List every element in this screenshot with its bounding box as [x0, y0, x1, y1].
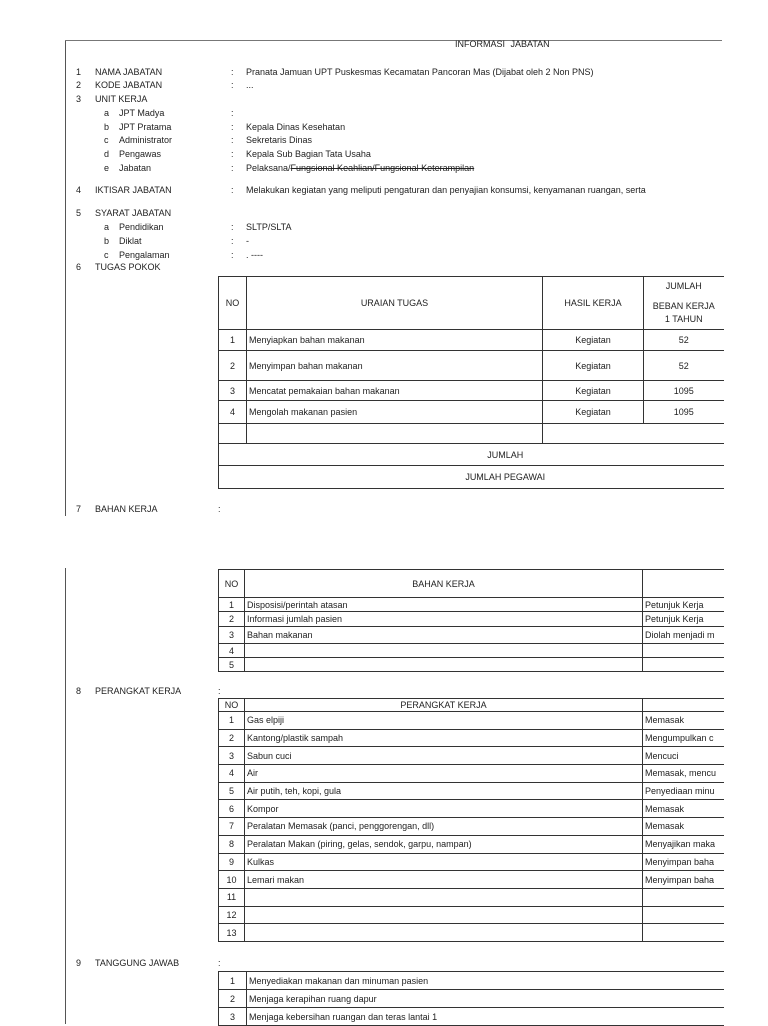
cell-guna: Diolah menjadi m [643, 627, 724, 644]
cell-bahan: Informasi jumlah pasien [245, 612, 643, 627]
sub-value: - [246, 236, 249, 246]
colon: : [231, 163, 234, 173]
table-row [219, 712, 724, 730]
header-no: NO [219, 277, 247, 330]
table-row [219, 658, 724, 672]
item-no: 8 [76, 686, 82, 696]
document-title: INFORMASI JABATAN [455, 39, 550, 49]
cell-perangkat [245, 924, 643, 942]
cell-bahan: Bahan makanan [245, 627, 643, 644]
item-label: TANGGUNG JAWAB [95, 958, 180, 968]
cell-guna [643, 924, 724, 942]
jumlah-pegawai-row [219, 466, 724, 489]
cell-no: 11 [219, 888, 245, 906]
item-label: NAMA JABATAN [95, 67, 163, 77]
item-label: KODE JABATAN [95, 80, 163, 90]
cell-guna [643, 888, 724, 906]
cell-guna: Menyimpan baha [643, 853, 724, 871]
cell-no: 6 [219, 800, 245, 818]
header-jumlah-3: 1 TAHUN [664, 314, 703, 324]
colon: : [218, 686, 221, 696]
sub-label: Pendidikan [119, 222, 164, 232]
cell-text: Menjaga kerapihan ruang dapur [247, 990, 724, 1008]
table-row [219, 906, 724, 924]
item-no: 7 [76, 504, 82, 514]
item-no: 4 [76, 185, 82, 195]
cell-empty [247, 424, 543, 444]
iktisar-value: Melakukan kegiatan yang meliputi pengaturan dan penyajian konsumsi, kenyamanan ruangan, serta [246, 185, 646, 195]
header-no: NO [219, 570, 245, 598]
cell-uraian: Mengolah makanan pasien [247, 401, 543, 424]
cell-beban: 52 [644, 351, 724, 381]
cell-empty [543, 424, 724, 444]
header-jumlah [644, 277, 724, 330]
cell-perangkat: Air putih, teh, kopi, gula [245, 782, 643, 800]
cell-no: 5 [219, 782, 245, 800]
table-row [219, 924, 724, 942]
cell-no: 9 [219, 853, 245, 871]
cell-no: 1 [219, 598, 245, 612]
table-row [219, 330, 724, 351]
cell-no: 1 [219, 330, 247, 351]
table-row [219, 747, 724, 765]
colon: : [231, 80, 234, 90]
colon: : [218, 504, 221, 514]
header-uraian: URAIAN TUGAS [247, 277, 543, 330]
cell-hasil: Kegiatan [543, 381, 644, 401]
sub-value: . ---- [246, 250, 263, 260]
sub-label: Pengawas [119, 149, 162, 159]
header-bahan: BAHAN KERJA [245, 570, 643, 598]
cell-bahan [245, 644, 643, 658]
cell-no: 5 [219, 658, 245, 672]
header-jumlah-2: BEBAN KERJA [652, 301, 715, 311]
header-jumlah-1: JUMLAH [665, 281, 702, 291]
cell-no: 2 [219, 990, 247, 1008]
sub-label: Jabatan [119, 163, 152, 173]
table-row [219, 871, 724, 889]
sub-letter: a [104, 222, 110, 232]
table-row [219, 765, 724, 783]
sub-label: JPT Pratama [119, 122, 172, 132]
cell-perangkat: Lemari makan [245, 871, 643, 889]
colon: : [231, 222, 234, 232]
table-row [219, 381, 724, 401]
kode-jabatan-value: ... [246, 80, 254, 90]
cell-perangkat [245, 888, 643, 906]
table-row [219, 644, 724, 658]
cell-hasil: Kegiatan [543, 351, 644, 381]
cell-no: 3 [219, 1008, 247, 1026]
jabatan-value-kept: Pelaksana/ [246, 163, 291, 173]
cell-no: 8 [219, 835, 245, 853]
cell-perangkat: Peralatan Memasak (panci, penggorengan, dll) [245, 818, 643, 836]
colon: : [218, 958, 221, 968]
table-row [219, 800, 724, 818]
cell-no: 13 [219, 924, 245, 942]
cell-no: 3 [219, 747, 245, 765]
cell-perangkat: Kompor [245, 800, 643, 818]
cell-guna: Memasak [643, 818, 724, 836]
cell-bahan: Disposisi/perintah atasan [245, 598, 643, 612]
cell-no: 12 [219, 906, 245, 924]
header-perangkat: PERANGKAT KERJA [245, 699, 643, 712]
cell-hasil: Kegiatan [543, 401, 644, 424]
table-row [219, 835, 724, 853]
item-label: TUGAS POKOK [95, 262, 161, 272]
table-row [219, 612, 724, 627]
item-no: 5 [76, 208, 82, 218]
item-no: 1 [76, 67, 82, 77]
sub-letter: b [104, 122, 110, 132]
cell-no: 2 [219, 612, 245, 627]
cell-perangkat [245, 906, 643, 924]
table-row [219, 627, 724, 644]
cell-no: 4 [219, 644, 245, 658]
cell-beban: 1095 [644, 381, 724, 401]
table-row-empty [219, 424, 724, 444]
colon: : [231, 250, 234, 260]
nama-jabatan-value: Pranata Jamuan UPT Puskesmas Kecamatan Pancoran Mas (Dijabat oleh 2 Non PNS) [246, 67, 594, 77]
colon: : [231, 67, 234, 77]
table-row [219, 1008, 724, 1026]
cell-beban: 52 [644, 330, 724, 351]
sub-value: Kepala Sub Bagian Tata Usaha [246, 149, 371, 159]
cell-guna: Menyimpan baha [643, 871, 724, 889]
header-empty [643, 699, 724, 712]
cell-guna: Menyajikan maka [643, 835, 724, 853]
cell-no: 4 [219, 401, 247, 424]
cell-guna: Mencuci [643, 747, 724, 765]
header-empty [643, 570, 724, 598]
cell-guna: Memasak [643, 712, 724, 730]
sub-letter: c [104, 250, 109, 260]
item-no: 6 [76, 262, 82, 272]
jumlah-row [219, 444, 724, 466]
sub-letter: d [104, 149, 110, 159]
cell-guna: Penyediaan minu [643, 782, 724, 800]
cell-no: 7 [219, 818, 245, 836]
colon: : [231, 122, 234, 132]
table-row [219, 972, 724, 990]
cell-guna [643, 906, 724, 924]
cell-no: 1 [219, 972, 247, 990]
colon: : [231, 135, 234, 145]
cell-no: 10 [219, 871, 245, 889]
cell-uraian: Menyiapkan bahan makanan [247, 330, 543, 351]
cell-text: Menyediakan makanan dan minuman pasien [247, 972, 724, 990]
colon: : [231, 185, 234, 195]
sub-label: Pengalaman [119, 250, 170, 260]
cell-perangkat: Peralatan Makan (piring, gelas, sendok, garpu, nampan) [245, 835, 643, 853]
cell-no: 3 [219, 381, 247, 401]
jumlah-pegawai-label: JUMLAH PEGAWAI [219, 466, 724, 489]
cell-perangkat: Air [245, 765, 643, 783]
cell-guna [643, 644, 724, 658]
cell-beban: 1095 [644, 401, 724, 424]
cell-perangkat: Kulkas [245, 853, 643, 871]
item-no: 9 [76, 958, 82, 968]
tanggung-jawab-table [218, 971, 724, 1026]
cell-guna [643, 658, 724, 672]
cell-bahan [245, 658, 643, 672]
header-no: NO [219, 699, 245, 712]
sub-label: JPT Madya [119, 108, 165, 118]
sub-letter: e [104, 163, 110, 173]
sub-label: Diklat [119, 236, 142, 246]
table-row [219, 990, 724, 1008]
colon: : [231, 108, 234, 118]
cell-perangkat: Kantong/plastik sampah [245, 729, 643, 747]
cell-perangkat: Gas elpiji [245, 712, 643, 730]
table-row [219, 729, 724, 747]
item-label: IKTISAR JABATAN [95, 185, 172, 195]
table-row [219, 853, 724, 871]
item-label: SYARAT JABATAN [95, 208, 172, 218]
cell-guna: Petunjuk Kerja [643, 598, 724, 612]
cell-perangkat: Sabun cuci [245, 747, 643, 765]
cell-guna: Memasak [643, 800, 724, 818]
table-row [219, 401, 724, 424]
table-row [219, 888, 724, 906]
item-label: UNIT KERJA [95, 94, 148, 104]
cell-no: 4 [219, 765, 245, 783]
item-no: 3 [76, 94, 82, 104]
table-header-row [219, 277, 724, 330]
cell-no: 3 [219, 627, 245, 644]
table-row [219, 782, 724, 800]
table-row [219, 818, 724, 836]
header-hasil: HASIL KERJA [543, 277, 644, 330]
colon: : [231, 236, 234, 246]
bahan-kerja-table [218, 569, 724, 672]
cell-no: 2 [219, 351, 247, 381]
jumlah-label: JUMLAH [219, 444, 724, 466]
colon: : [231, 149, 234, 159]
item-no: 2 [76, 80, 82, 90]
cell-empty [219, 424, 247, 444]
perangkat-kerja-table [218, 698, 724, 942]
table-header-row [219, 570, 724, 598]
table-row [219, 598, 724, 612]
cell-guna: Mengumpulkan c [643, 729, 724, 747]
tugas-pokok-table [218, 276, 724, 489]
table-row [219, 351, 724, 381]
sub-letter: a [104, 108, 110, 118]
cell-uraian: Menyimpan bahan makanan [247, 351, 543, 381]
jabatan-value [246, 163, 474, 173]
cell-uraian: Mencatat pemakaian bahan makanan [247, 381, 543, 401]
page-border-left-2 [65, 568, 66, 1024]
item-label: PERANGKAT KERJA [95, 686, 182, 696]
sub-letter: b [104, 236, 110, 246]
sub-value: Sekretaris Dinas [246, 135, 313, 145]
cell-no: 2 [219, 729, 245, 747]
sub-value: SLTP/SLTA [246, 222, 292, 232]
page-border-top [65, 40, 722, 41]
cell-guna: Petunjuk Kerja [643, 612, 724, 627]
table-header-row [219, 699, 724, 712]
sub-label: Administrator [119, 135, 173, 145]
item-label: BAHAN KERJA [95, 504, 158, 514]
cell-hasil: Kegiatan [543, 330, 644, 351]
cell-guna: Memasak, mencu [643, 765, 724, 783]
sub-value: Kepala Dinas Kesehatan [246, 122, 346, 132]
sub-letter: c [104, 135, 109, 145]
cell-text: Menjaga kebersihan ruangan dan teras lantai 1 [247, 1008, 724, 1026]
cell-no: 1 [219, 712, 245, 730]
page-border-left [65, 40, 66, 516]
jabatan-value-struck: Fungsional Keahlian/Fungsional Keterampilan [290, 163, 475, 173]
